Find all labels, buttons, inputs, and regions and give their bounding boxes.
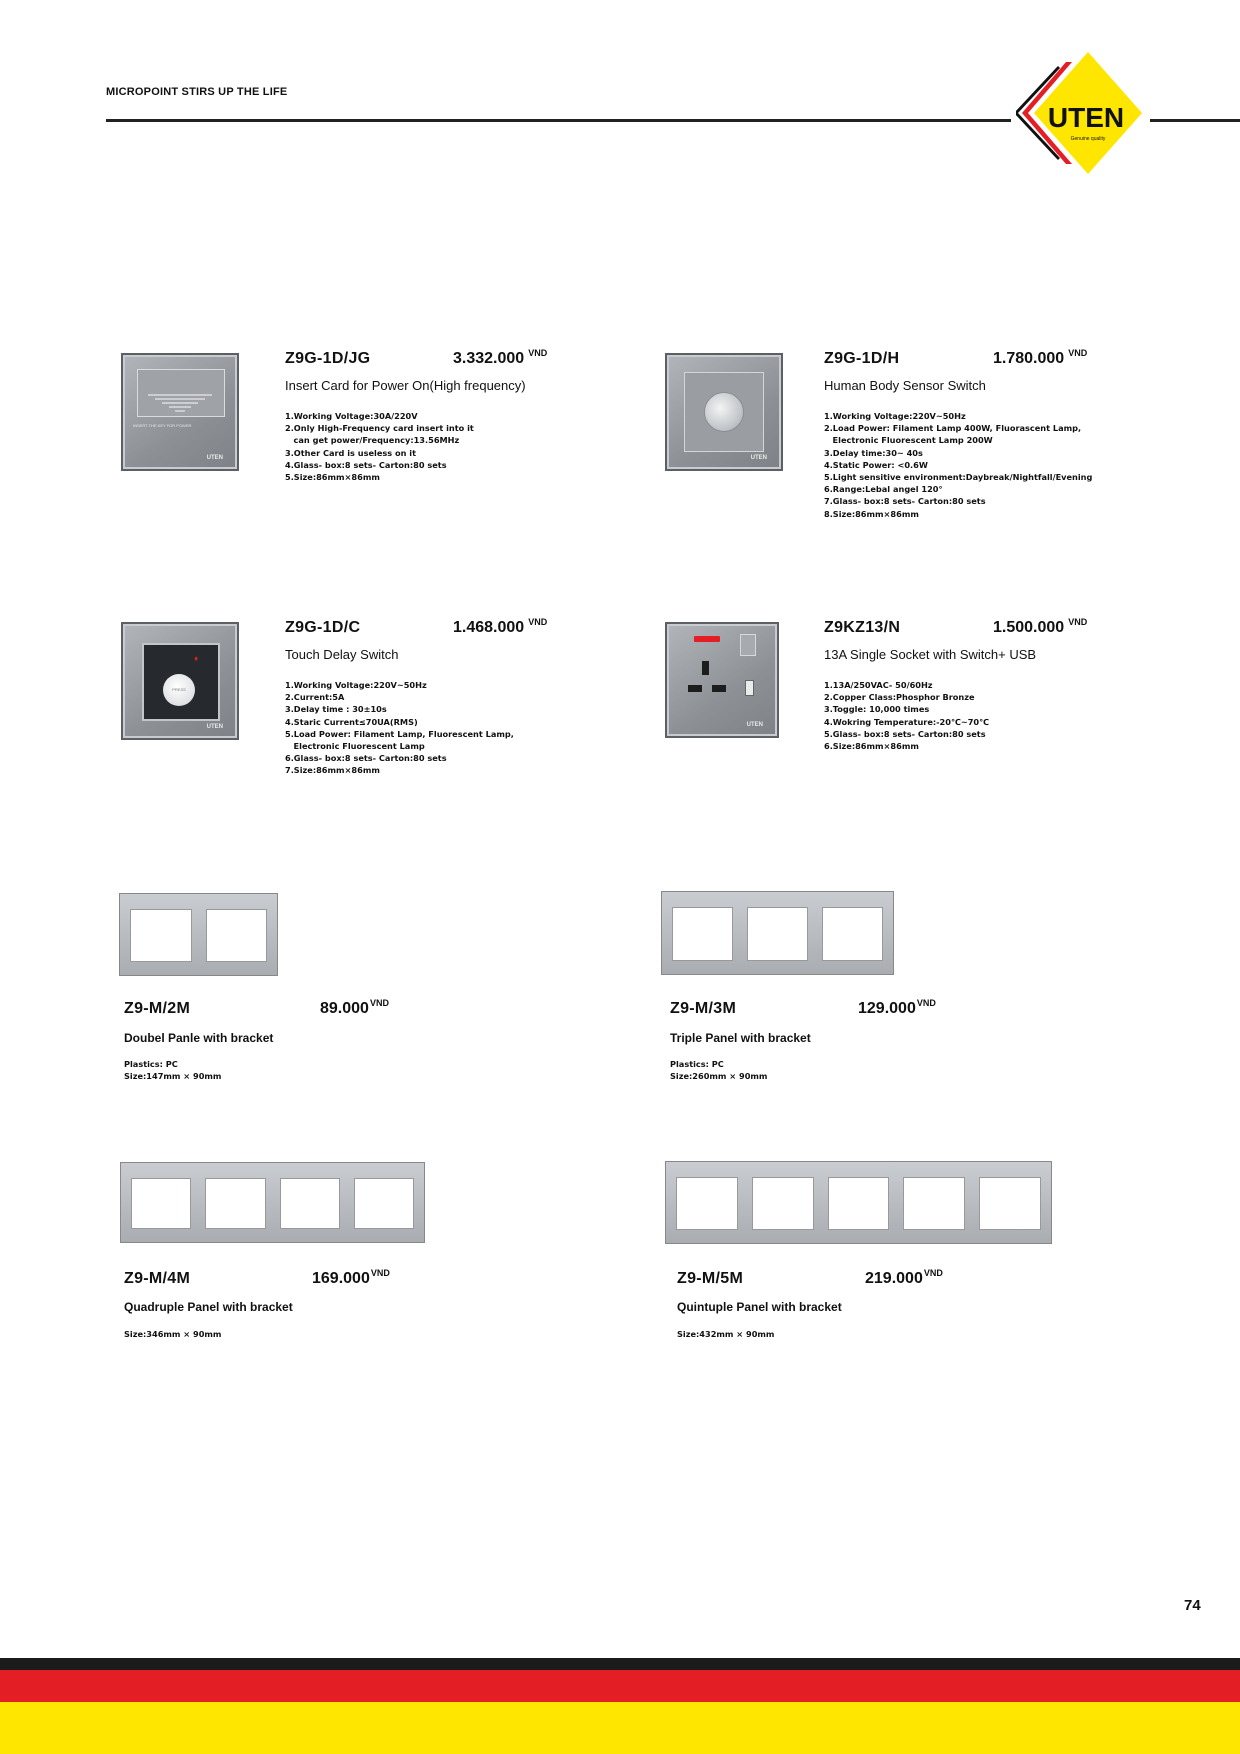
panel-name: Quadruple Panel with bracket <box>124 1300 293 1314</box>
card-slot-label: INSERT THE KEY FOR POWER <box>133 423 192 428</box>
product-name: Touch Delay Switch <box>285 647 399 662</box>
motion-sensor-icon <box>704 392 744 432</box>
panel-frame-double <box>119 893 278 976</box>
neon-indicator-icon <box>694 636 720 642</box>
panel-opening <box>354 1178 414 1229</box>
panel-name: Quintuple Panel with bracket <box>677 1300 842 1314</box>
panel-opening <box>979 1177 1041 1230</box>
page-number: 74 <box>1184 1597 1201 1614</box>
panel-specs: Plastics: PC Size:147mm × 90mm <box>124 1059 222 1082</box>
brand-mark: UTEN <box>746 722 763 728</box>
product-code: Z9G-1D/H <box>824 350 900 367</box>
panel-specs: Size:346mm × 90mm <box>124 1329 222 1339</box>
toggle-switch-icon <box>740 634 756 656</box>
panel-price: $89.000^{VND}$ <box>320 998 389 1017</box>
header-rule-right <box>1150 119 1240 122</box>
socket-pin-icon <box>702 661 709 675</box>
panel-opening <box>672 907 733 961</box>
product-specs: 1.Working Voltage:30A/220V 2.Only High-Frequency card insert into it can get power/Frequency:13.56MHz 3.Other Card is useless on it 4.Glass- box:8 sets- Carton:80 sets 5.Size:86mm×86mm <box>285 411 474 483</box>
panel-code: Z9-M/2M <box>124 1000 191 1017</box>
panel-opening <box>822 907 883 961</box>
socket-pin-icon <box>688 685 702 692</box>
panel-price: $129.000^{VND}$ <box>858 998 936 1017</box>
usb-port-icon <box>745 680 754 696</box>
product-price: 3.332.000 $^{VND}$ <box>453 348 548 367</box>
product-code: Z9KZ13/N <box>824 619 901 636</box>
indicator-icon: ♦ <box>194 654 199 663</box>
flag-band-black <box>0 1658 1240 1670</box>
panel-opening <box>280 1178 340 1229</box>
product-price: 1.780.000 $^{VND}$ <box>993 348 1088 367</box>
brand-mark: UTEN <box>750 455 767 461</box>
product-name: 13A Single Socket with Switch+ USB <box>824 647 1037 662</box>
product-price: 1.500.000 $^{VND}$ <box>993 617 1088 636</box>
uten-logo <box>1016 48 1156 178</box>
brand-mark: UTEN <box>206 455 223 461</box>
socket-pin-icon <box>712 685 726 692</box>
panel-opening <box>206 909 268 962</box>
panel-opening <box>130 909 192 962</box>
product-specs: 1.13A/250VAC- 50/60Hz 2.Copper Class:Phosphor Bronze 3.Toggle: 10,000 times 4.Wokring Temperature:-20℃~70℃ 5.Glass- box:8 sets- Carton:80 sets 6.Size:86mm×86mm <box>824 680 990 752</box>
header-tagline: MICROPOINT STIRS UP THE LIFE <box>106 86 288 98</box>
card-slot-icon <box>143 393 217 417</box>
product-price: 1.468.000 $^{VND}$ <box>453 617 548 636</box>
panel-opening <box>676 1177 738 1230</box>
product-code: Z9G-1D/JG <box>285 350 371 367</box>
product-image-card-switch <box>121 353 239 471</box>
product-name: Human Body Sensor Switch <box>824 378 986 393</box>
header-rule <box>106 119 1011 122</box>
panel-opening <box>903 1177 965 1230</box>
panel-price: $219.000^{VND}$ <box>865 1268 943 1287</box>
panel-code: Z9-M/5M <box>677 1270 744 1287</box>
flag-band-red <box>0 1670 1240 1702</box>
panel-opening <box>131 1178 191 1229</box>
panel-name: Doubel Panle with bracket <box>124 1031 274 1045</box>
product-specs: 1.Working Voltage:220V~50Hz 2.Current:5A 3.Delay time : 30±10s 4.Staric Current≤70UA(RMS) 5.Load Power: Filament Lamp, Fluorescent Lamp, Electronic Fluorescent Lamp 6.Glass- box:8 sets- Carton:80 sets 7.Size:86mm×86mm <box>285 680 514 776</box>
product-image-touch-switch <box>121 622 239 740</box>
product-image-socket <box>665 622 779 738</box>
panel-opening <box>752 1177 814 1230</box>
product-name: Insert Card for Power On(High frequency) <box>285 378 526 393</box>
panel-price: $169.000^{VND}$ <box>312 1268 390 1287</box>
logo-subtext: Genuine quality <box>1070 136 1106 142</box>
panel-specs: Size:432mm × 90mm <box>677 1329 775 1339</box>
panel-opening <box>747 907 808 961</box>
panel-code: Z9-M/3M <box>670 1000 737 1017</box>
panel-opening <box>205 1178 265 1229</box>
flag-band-yellow <box>0 1702 1240 1754</box>
panel-name: Triple Panel with bracket <box>670 1031 811 1045</box>
panel-frame-quintuple <box>665 1161 1052 1244</box>
product-specs: 1.Working Voltage:220V~50Hz 2.Load Power: Filament Lamp 400W, Fluorascent Lamp, Electronic Fluorescent Lamp 200W 3.Delay time:30~ 40s 4.Static Power: <0.6W 5.Light sensitive environment:Daybreak/Nightfall/Evening 6.Range:Lebal angel 120° 7.Glass- box:8 sets- Carton:80 sets 8.Size:86mm×86mm <box>824 411 1093 519</box>
panel-frame-triple <box>661 891 894 975</box>
product-image-sensor-switch <box>665 353 783 471</box>
panel-code: Z9-M/4M <box>124 1270 191 1287</box>
brand-mark: UTEN <box>206 724 223 730</box>
press-button-icon: PRESS <box>163 674 195 706</box>
product-code: Z9G-1D/C <box>285 619 361 636</box>
panel-frame-quadruple <box>120 1162 425 1243</box>
logo-text: UTEN <box>1047 102 1125 133</box>
panel-opening <box>828 1177 890 1230</box>
panel-specs: Plastics: PC Size:260mm × 90mm <box>670 1059 768 1082</box>
